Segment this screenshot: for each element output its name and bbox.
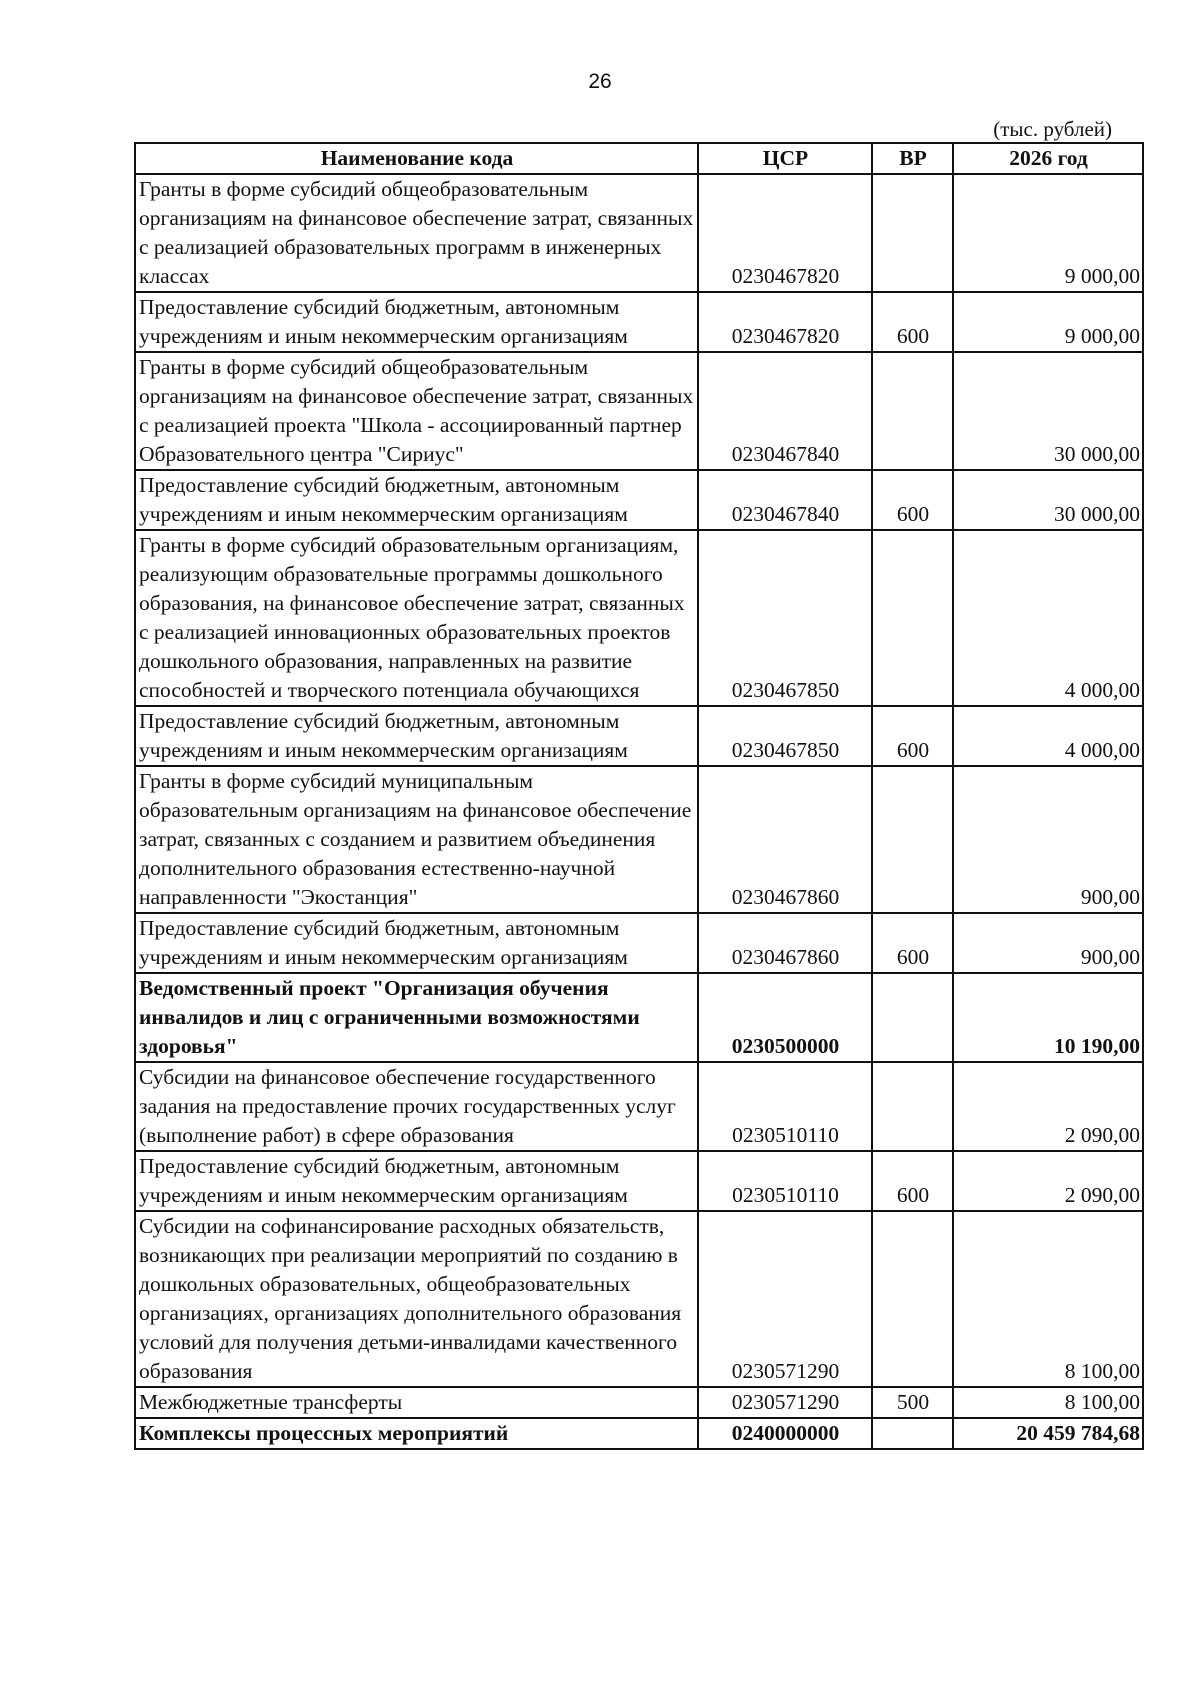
row-csr: 0230467820 (698, 174, 872, 292)
row-amount: 30 000,00 (953, 470, 1143, 530)
row-name: Субсидии на софинансирование расходных обязательств, возникающих при реализации мероприятий по созданию в дошкольных образовательных, общеобразовательных организациях, организациях дополнительного образования условий для получения детьми-инвалидами качественного образования (135, 1211, 698, 1387)
row-csr: 0230510110 (698, 1151, 872, 1211)
row-csr: 0240000000 (698, 1418, 872, 1449)
table-row (135, 766, 1143, 913)
table-row (135, 1418, 1143, 1449)
row-csr: 0230571290 (698, 1211, 872, 1387)
table-row (135, 292, 1143, 352)
table-row (135, 913, 1143, 973)
units-label: (тыс. рублей) (993, 117, 1112, 141)
row-vr (872, 352, 953, 470)
row-csr: 0230500000 (698, 973, 872, 1062)
table-row (135, 352, 1143, 470)
row-csr: 0230571290 (698, 1387, 872, 1418)
table-body (135, 174, 1143, 1449)
row-csr: 0230467850 (698, 530, 872, 706)
table-row (135, 706, 1143, 766)
row-name: Комплексы процессных мероприятий (135, 1418, 698, 1449)
row-csr: 0230467820 (698, 292, 872, 352)
row-vr (872, 174, 953, 292)
table-row (135, 530, 1143, 706)
row-csr: 0230467850 (698, 706, 872, 766)
row-vr (872, 973, 953, 1062)
row-amount: 20 459 784,68 (953, 1418, 1143, 1449)
row-vr (872, 530, 953, 706)
row-amount: 4 000,00 (953, 706, 1143, 766)
row-vr (872, 766, 953, 913)
row-name: Предоставление субсидий бюджетным, автономным учреждениям и иным некоммерческим организациям (135, 1151, 698, 1211)
row-name: Гранты в форме субсидий общеобразовательным организациям на финансовое обеспечение затрат, связанных с реализацией образовательных программ в инженерных классах (135, 174, 698, 292)
row-amount: 4 000,00 (953, 530, 1143, 706)
row-name: Ведомственный проект "Организация обучения инвалидов и лиц с ограниченными возможностями здоровья" (135, 973, 698, 1062)
row-amount: 900,00 (953, 766, 1143, 913)
row-vr: 600 (872, 706, 953, 766)
header-name: Наименование кода (135, 143, 698, 174)
row-name: Предоставление субсидий бюджетным, автономным учреждениям и иным некоммерческим организациям (135, 913, 698, 973)
table-header-row (135, 143, 1143, 174)
page-number: 26 (588, 70, 612, 93)
header-amount: 2026 год (953, 143, 1143, 174)
row-amount: 8 100,00 (953, 1387, 1143, 1418)
row-csr: 0230467840 (698, 470, 872, 530)
table-row (135, 1062, 1143, 1151)
row-name: Гранты в форме субсидий общеобразовательным организациям на финансовое обеспечение затрат, связанных с реализацией проекта "Школа - ассоциированный партнер Образовательного центра "Сириус" (135, 352, 698, 470)
row-name: Межбюджетные трансферты (135, 1387, 698, 1418)
row-vr: 600 (872, 1151, 953, 1211)
row-name: Субсидии на финансовое обеспечение государственного задания на предоставление прочих государственных услуг (выполнение работ) в сфере образования (135, 1062, 698, 1151)
row-amount: 2 090,00 (953, 1151, 1143, 1211)
row-vr: 600 (872, 470, 953, 530)
row-vr (872, 1418, 953, 1449)
row-vr (872, 1211, 953, 1387)
row-amount: 9 000,00 (953, 292, 1143, 352)
row-name: Гранты в форме субсидий муниципальным образовательным организациям на финансовое обеспечение затрат, связанных с созданием и развитием объединения дополнительного образования естественно-научной направленности "Экостанция" (135, 766, 698, 913)
row-vr: 600 (872, 292, 953, 352)
header-csr: ЦСР (698, 143, 872, 174)
row-name: Предоставление субсидий бюджетным, автономным учреждениям и иным некоммерческим организациям (135, 470, 698, 530)
row-vr: 600 (872, 913, 953, 973)
table-row (135, 1151, 1143, 1211)
row-amount: 9 000,00 (953, 174, 1143, 292)
row-amount: 10 190,00 (953, 973, 1143, 1062)
row-amount: 30 000,00 (953, 352, 1143, 470)
table-row (135, 1211, 1143, 1387)
table-row (135, 1387, 1143, 1418)
table-row (135, 470, 1143, 530)
row-name: Предоставление субсидий бюджетным, автономным учреждениям и иным некоммерческим организациям (135, 292, 698, 352)
row-amount: 900,00 (953, 913, 1143, 973)
row-csr: 0230467860 (698, 913, 872, 973)
row-vr (872, 1062, 953, 1151)
row-vr: 500 (872, 1387, 953, 1418)
header-vr: ВР (872, 143, 953, 174)
row-name: Предоставление субсидий бюджетным, автономным учреждениям и иным некоммерческим организациям (135, 706, 698, 766)
row-csr: 0230467860 (698, 766, 872, 913)
budget-table (134, 142, 1144, 1450)
row-csr: 0230510110 (698, 1062, 872, 1151)
row-name: Гранты в форме субсидий образовательным организациям, реализующим образовательные программы дошкольного образования, на финансовое обеспечение затрат, связанных с реализацией инновационных образовательных проектов дошкольного образования, направленных на развитие способностей и творческого потенциала обучающихся (135, 530, 698, 706)
row-amount: 8 100,00 (953, 1211, 1143, 1387)
row-amount: 2 090,00 (953, 1062, 1143, 1151)
table-row (135, 973, 1143, 1062)
table-row (135, 174, 1143, 292)
row-csr: 0230467840 (698, 352, 872, 470)
